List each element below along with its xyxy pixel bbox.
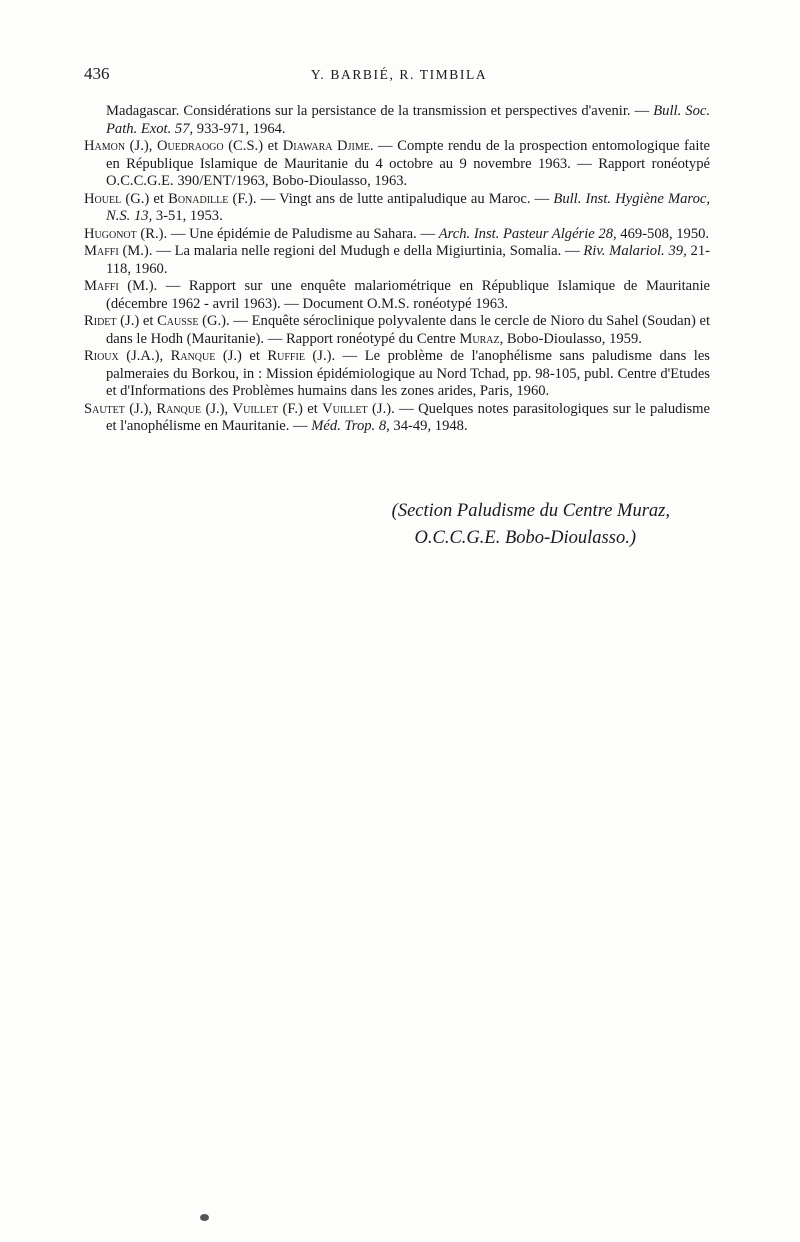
reference-text: 469-508, 1950. xyxy=(616,225,710,242)
reference-text: . xyxy=(369,138,374,154)
reference-text: (R.). xyxy=(136,225,168,242)
reference-entry xyxy=(84,401,710,436)
author-name: Ruffie xyxy=(267,348,305,364)
author-name: Vuillet xyxy=(232,400,279,417)
journal-title: Bull. Inst. Hygiène Maroc, N.S. 13, xyxy=(106,190,710,224)
author-name: Causse xyxy=(157,313,199,329)
reference-text: (M.). xyxy=(118,243,153,259)
journal-title: Riv. Malariol. 39, xyxy=(583,243,687,259)
author-name: Diawara Djime xyxy=(282,138,370,154)
reference-text: (J.), xyxy=(201,400,233,417)
reference-entry xyxy=(84,138,710,191)
author-name: Maffi xyxy=(84,243,119,259)
author-name: Maffi xyxy=(84,278,119,294)
reference-entry xyxy=(84,313,710,348)
author-name: Vuillet xyxy=(322,400,368,417)
reference-entry xyxy=(84,348,710,401)
reference-text: 21-118, 1960. xyxy=(106,243,710,277)
journal-title: Méd. Trop. 8, xyxy=(311,418,390,434)
affiliation-signature xyxy=(300,498,710,552)
page-number: 436 xyxy=(84,64,110,83)
reference-text: (J.), xyxy=(124,400,157,417)
author-name: Rioux xyxy=(84,348,119,364)
institution-name: Muraz xyxy=(459,330,500,347)
page-header xyxy=(84,64,714,88)
signature-line: O.C.C.G.E. Bobo-Dioulasso.) xyxy=(414,528,636,548)
author-name: Sautet xyxy=(84,400,125,417)
reference-text: 933-971, 1964. xyxy=(193,120,286,137)
reference-text: Madagascar. Considérations sur la persistance de la transmission et perspectives d'avenir. — xyxy=(106,103,654,119)
reference-text: — Vingt ans de lutte antipaludique au Maroc. — xyxy=(256,190,554,207)
reference-text: (J.). xyxy=(304,348,336,364)
reference-text: (G.). xyxy=(198,313,230,329)
author-name: Ridet xyxy=(84,313,117,329)
author-name: Houel xyxy=(84,190,122,207)
author-name: Hugonot xyxy=(84,225,137,242)
reference-entry xyxy=(84,278,710,313)
author-name: Ranque xyxy=(170,348,216,364)
author-name: Hamon xyxy=(84,138,126,154)
reference-entry xyxy=(84,243,710,278)
running-head: Y. BARBIÉ, R. TIMBILA xyxy=(310,67,488,82)
reference-text: (F.) et xyxy=(278,400,323,417)
reference-text: — Rapport sur une enquête malariométrique en République Islamique de Mauritanie (décembre 1962 - avril 1963). — Document O.M.S. ronéotypé 1963. xyxy=(106,278,710,312)
reference-text: (J.), xyxy=(125,138,157,154)
reference-text: — Quelques notes parasitologiques sur le paludisme et l'anophélisme en Mauritanie. — xyxy=(106,400,711,434)
reference-text: — Compte rendu de la prospection entomologique faite en République Islamique de Mauritanie du 4 octobre au 9 novembre 1963. — Rapport ronéotypé O.C.C.G.E. 390/ENT/1963, Bobo-Dioulasso, 1963. xyxy=(106,138,710,189)
reference-text: 3-51, 1953. xyxy=(152,208,223,224)
reference-text: (J.) et xyxy=(116,313,158,329)
reference-text: — Une épidémie de Paludisme au Sahara. — xyxy=(167,225,439,242)
reference-entry xyxy=(84,191,710,226)
reference-text: — Le problème de l'anophélisme sans paludisme dans les palmeraies du Borkou, in : Mission épidémiologique au Nord Tchad, pp. 98-105, publ. Centre d'Etudes et d'Informations des Problèmes humains dans les zones arides, Paris, 1960. xyxy=(106,348,710,399)
ink-speck xyxy=(200,1214,209,1221)
reference-text: 34-49, 1948. xyxy=(389,418,468,434)
reference-text: (C.S.) et xyxy=(223,138,283,154)
reference-text: — La malaria nelle regioni del Mudugh e della Migiurtinia, Somalia. — xyxy=(152,243,584,259)
reference-text: (G.) et xyxy=(121,190,169,207)
author-name: Ouedraogo xyxy=(156,138,224,154)
reference-text: , Bobo-Dioulasso, 1959. xyxy=(499,330,642,347)
reference-text: (J.). xyxy=(367,400,395,417)
reference-text: (J.) et xyxy=(215,348,268,364)
journal-title: Arch. Inst. Pasteur Algérie 28, xyxy=(438,225,617,242)
reference-text: (J.A.), xyxy=(118,348,171,364)
reference-text: (M.). xyxy=(118,278,158,294)
reference-text: (F.). xyxy=(228,190,257,207)
author-name: Ranque xyxy=(156,400,202,417)
reference-text: — Enquête séroclinique polyvalente dans le cercle de Nioro du Sahel (Soudan) et dans le Hodh (Mauritanie). — Rapport ronéotypé du Centre xyxy=(106,313,710,347)
author-name: Bonadille xyxy=(168,190,229,207)
reference-list xyxy=(84,103,710,436)
signature-line: (Section Paludisme du Centre Muraz, xyxy=(391,501,670,521)
reference-entry xyxy=(84,103,710,138)
reference-entry xyxy=(84,226,710,244)
journal-title: Bull. Soc. Path. Exot. 57, xyxy=(106,103,711,137)
